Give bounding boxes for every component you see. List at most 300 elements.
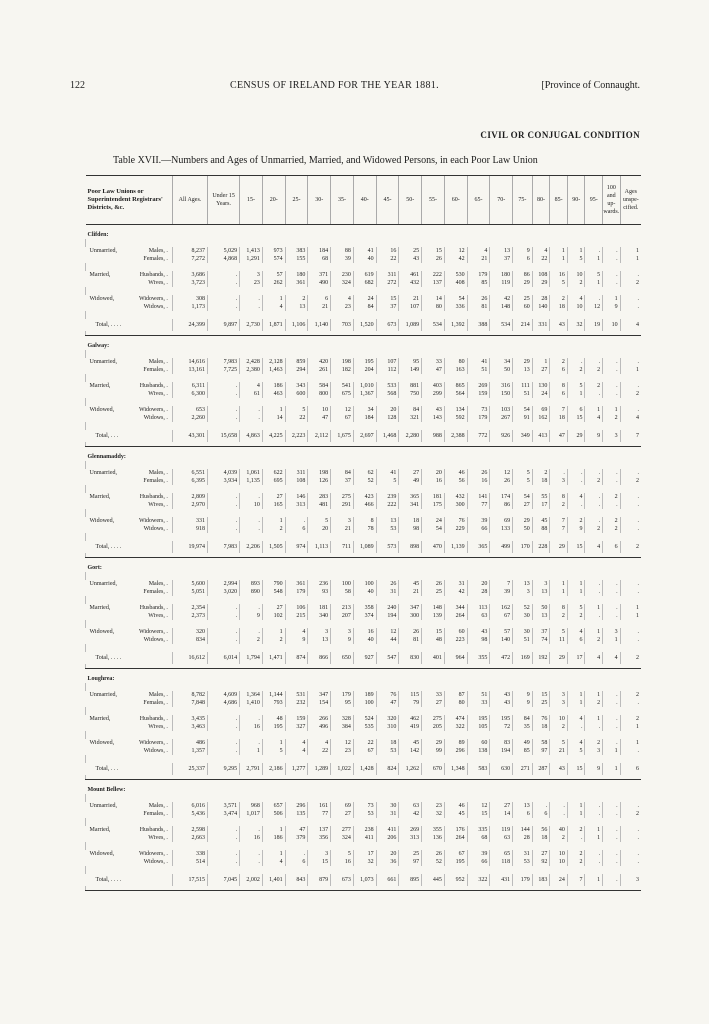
total-cell: 964: [444, 652, 467, 664]
table-cell: .: [240, 850, 263, 858]
row-group-label: [86, 295, 173, 303]
table-cell: 62: [353, 469, 376, 477]
table-cell: 1: [585, 255, 603, 263]
table-cell: 2: [603, 493, 621, 501]
page-number: 122: [70, 80, 85, 91]
table-cell: .: [208, 612, 240, 620]
table-cell: .: [620, 747, 641, 755]
total-cell: 10: [603, 319, 621, 331]
table-cell: 481: [308, 501, 331, 509]
running-title: CENSUS OF IRELAND FOR THE YEAR 1881.: [230, 80, 439, 91]
table-cell: 97: [399, 858, 422, 866]
table-cell: .: [603, 802, 621, 810]
table-cell: 13,161: [172, 366, 207, 374]
table-cell: 13: [376, 517, 399, 525]
table-cell: 27: [399, 469, 422, 477]
table-cell: 27: [532, 366, 550, 374]
row-sub-label: Females, .: [143, 478, 168, 484]
table-cell: 108: [285, 477, 308, 485]
row-sub-label: Widowers, .: [138, 518, 168, 524]
table-cell: 264: [444, 834, 467, 842]
table-cell: .: [603, 588, 621, 596]
section-name: Glennamaddy:: [87, 454, 126, 460]
table-cell: 300: [399, 612, 422, 620]
table-cell: 12: [467, 802, 490, 810]
table-cell: .: [620, 303, 641, 311]
table-cell: 15: [467, 810, 490, 818]
table-cell: 1: [603, 295, 621, 303]
table-cell: 66: [467, 525, 490, 533]
row-sub-label: Wives, .: [148, 835, 168, 841]
table-cell: 2: [550, 501, 568, 509]
row-group-label: [86, 858, 173, 866]
total-cell: 898: [399, 541, 422, 553]
table-cell: .: [620, 493, 641, 501]
table-cell: 695: [262, 477, 285, 485]
table-cell: 198: [308, 469, 331, 477]
table-cell: .: [603, 604, 621, 612]
table-cell: 1: [262, 295, 285, 303]
col-header-age: 80-: [532, 176, 550, 225]
table-cell: 1: [262, 406, 285, 414]
table-cell: 322: [444, 723, 467, 731]
table-cell: 8: [550, 493, 568, 501]
total-cell: 2,002: [240, 874, 263, 886]
row-group-label: [86, 358, 173, 366]
table-cell: .: [208, 747, 240, 755]
row-group-label-text: Widowed,: [89, 407, 115, 413]
table-cell: 6,016: [172, 802, 207, 810]
table-cell: .: [620, 636, 641, 644]
table-cell: 95: [331, 699, 354, 707]
table-cell: 37: [532, 628, 550, 636]
table-cell: 335: [467, 826, 490, 834]
table-cell: 18: [532, 477, 550, 485]
row-sub-label: Widows, .: [143, 304, 168, 310]
table-cell: 291: [331, 501, 354, 509]
table-cell: 313: [285, 501, 308, 509]
table-cell: 9: [603, 303, 621, 311]
table-cell: 338: [172, 850, 207, 858]
table-cell: .: [285, 517, 308, 525]
table-cell: 73: [353, 802, 376, 810]
table-cell: 16: [467, 477, 490, 485]
total-cell: 866: [308, 652, 331, 664]
table-cell: 7,983: [208, 358, 240, 366]
total-row: [86, 541, 642, 553]
table-cell: 574: [262, 255, 285, 263]
table-cell: 10: [308, 406, 331, 414]
table-cell: 1: [620, 247, 641, 255]
table-cell: 1: [567, 247, 585, 255]
table-cell: 27: [262, 604, 285, 612]
table-cell: .: [603, 826, 621, 834]
table-cell: 13: [490, 247, 513, 255]
table-cell: 7,848: [172, 699, 207, 707]
section-name: Galway:: [87, 343, 110, 349]
table-cell: 365: [399, 493, 422, 501]
table-cell: .: [603, 715, 621, 723]
table-cell: 23: [331, 303, 354, 311]
row-group-label: [86, 501, 173, 509]
table-cell: 45: [399, 580, 422, 588]
table-cell: .: [240, 739, 263, 747]
table-cell: 328: [331, 715, 354, 723]
total-cell: 4: [620, 319, 641, 331]
census-table: [85, 175, 641, 891]
row-sub-label: Males, .: [148, 470, 168, 476]
table-cell: 4,039: [208, 469, 240, 477]
table-cell: 6: [550, 390, 568, 398]
total-label: Total, . . .: [95, 433, 119, 439]
table-cell: 7: [550, 517, 568, 525]
spacer-cell: [86, 794, 642, 802]
table-row: [86, 723, 642, 731]
table-cell: .: [620, 358, 641, 366]
table-cell: 13: [513, 366, 533, 374]
table-cell: 4: [308, 739, 331, 747]
table-row: [86, 612, 642, 620]
row-sub-label: Husbands, .: [139, 716, 168, 722]
row-group-label-text: Unmarried,: [89, 248, 117, 254]
table-cell: 100: [331, 580, 354, 588]
row-group-label: [86, 826, 173, 834]
table-cell: 14,616: [172, 358, 207, 366]
table-cell: 63: [490, 834, 513, 842]
table-cell: 299: [422, 390, 445, 398]
col-header-all-ages: All Ages.: [172, 176, 207, 225]
table-cell: 5: [550, 279, 568, 287]
table-cell: .: [240, 493, 263, 501]
total-cell: 952: [444, 874, 467, 886]
total-cell: 322: [467, 874, 490, 886]
table-cell: 137: [422, 279, 445, 287]
total-cell: 2,791: [240, 763, 263, 775]
table-cell: 100: [353, 699, 376, 707]
table-cell: 5: [567, 747, 585, 755]
total-cell: 711: [331, 541, 354, 553]
total-row: [86, 430, 642, 442]
table-cell: .: [585, 247, 603, 255]
table-cell: 49: [399, 477, 422, 485]
table-cell: 6: [285, 858, 308, 866]
table-cell: 27: [513, 501, 533, 509]
table-cell: 206: [376, 834, 399, 842]
table-cell: 6,551: [172, 469, 207, 477]
table-cell: 1,061: [240, 469, 263, 477]
table-cell: 223: [444, 636, 467, 644]
spacer-row: [86, 263, 642, 271]
table-cell: .: [620, 501, 641, 509]
table-cell: 150: [490, 390, 513, 398]
row-group-label: [86, 390, 173, 398]
table-cell: 28: [513, 834, 533, 842]
total-cell: 19: [585, 319, 603, 331]
row-group-label-text: Widowed,: [89, 851, 115, 857]
spacer-row: [86, 818, 642, 826]
table-cell: 27: [422, 699, 445, 707]
table-cell: 1: [550, 247, 568, 255]
table-cell: 10: [550, 715, 568, 723]
table-cell: 141: [467, 493, 490, 501]
spacer-cell: [86, 239, 642, 247]
table-cell: 4: [567, 739, 585, 747]
row-sub-label: Wives, .: [148, 391, 168, 397]
table-cell: 42: [399, 810, 422, 818]
row-group-label: [86, 366, 173, 374]
row-group-label: [86, 493, 173, 501]
table-cell: 25: [532, 699, 550, 707]
table-cell: 10: [550, 858, 568, 866]
table-cell: 33: [467, 699, 490, 707]
table-cell: 27: [331, 810, 354, 818]
table-cell: 1: [567, 810, 585, 818]
section-header-row: [86, 225, 642, 240]
table-cell: 143: [422, 414, 445, 422]
table-cell: 9: [513, 691, 533, 699]
table-cell: 43: [422, 406, 445, 414]
table-cell: 41: [376, 469, 399, 477]
table-cell: .: [208, 501, 240, 509]
total-cell: 1,089: [399, 319, 422, 331]
table-row: [86, 501, 642, 509]
table-cell: 40: [353, 636, 376, 644]
table-cell: .: [240, 406, 263, 414]
table-cell: 294: [285, 366, 308, 374]
total-cell: 9: [585, 763, 603, 775]
table-cell: 204: [353, 366, 376, 374]
table-cell: .: [585, 850, 603, 858]
row-group-label-text: Married,: [89, 827, 111, 833]
table-cell: 12: [490, 469, 513, 477]
table-cell: 32: [422, 810, 445, 818]
total-cell: 388: [467, 319, 490, 331]
row-sub-label: Widows, .: [143, 415, 168, 421]
table-cell: 67: [353, 747, 376, 755]
row-sub-label: Widowers, .: [138, 629, 168, 635]
col-header-age: 85-: [550, 176, 568, 225]
table-cell: 31: [376, 810, 399, 818]
col-header-age: 25-: [285, 176, 308, 225]
table-cell: 4: [585, 414, 603, 422]
row-sub-label: Widows, .: [143, 859, 168, 865]
row-group-label-text: Married,: [89, 605, 111, 611]
table-cell: 2: [567, 826, 585, 834]
total-cell: 6: [603, 541, 621, 553]
total-cell: 1,106: [285, 319, 308, 331]
table-cell: 2: [262, 636, 285, 644]
table-cell: 28: [532, 295, 550, 303]
total-cell: 1,392: [444, 319, 467, 331]
table-cell: 73: [467, 406, 490, 414]
table-cell: 57: [262, 271, 285, 279]
table-cell: 462: [399, 715, 422, 723]
table-cell: .: [603, 699, 621, 707]
spacer-cell: [86, 509, 642, 517]
total-cell: 1,471: [262, 652, 285, 664]
table-cell: 2: [603, 414, 621, 422]
table-cell: 9: [513, 699, 533, 707]
table-cell: 1: [585, 834, 603, 842]
total-cell: 7: [567, 874, 585, 886]
total-cell: 703: [331, 319, 354, 331]
total-cell: 1,113: [308, 541, 331, 553]
table-cell: 530: [444, 271, 467, 279]
table-cell: 58: [331, 588, 354, 596]
table-cell: .: [620, 850, 641, 858]
table-cell: 4: [620, 414, 641, 422]
spacer-row: [86, 886, 642, 891]
table-cell: 5: [513, 469, 533, 477]
total-cell: 349: [513, 430, 533, 442]
table-cell: 47: [422, 366, 445, 374]
spacer-cell: [86, 596, 642, 604]
total-row: [86, 319, 642, 331]
total-cell: 16,612: [172, 652, 207, 664]
table-cell: 195: [353, 358, 376, 366]
table-cell: 39: [467, 850, 490, 858]
row-group-label: [86, 636, 173, 644]
col-header-district: Poor Law Unions or Superintendent Registrars' Districts, &c.: [86, 176, 173, 225]
col-header-age: 50-: [399, 176, 422, 225]
table-cell: 6: [550, 366, 568, 374]
table-cell: 21: [308, 303, 331, 311]
table-cell: 1: [567, 802, 585, 810]
table-cell: 18: [550, 414, 568, 422]
total-cell: 4,863: [240, 430, 263, 442]
table-cell: 320: [376, 715, 399, 723]
table-cell: 133: [490, 525, 513, 533]
row-sub-label: Females, .: [143, 256, 168, 262]
table-cell: 865: [444, 382, 467, 390]
table-cell: 9: [567, 525, 585, 533]
table-cell: 533: [376, 382, 399, 390]
table-cell: 4,609: [208, 691, 240, 699]
table-cell: 84: [353, 303, 376, 311]
section-header-row: [86, 447, 642, 462]
row-sub-label: Males, .: [148, 581, 168, 587]
table-cell: 548: [262, 588, 285, 596]
total-cell: 9,295: [208, 763, 240, 775]
table-cell: .: [240, 826, 263, 834]
table-cell: 7,725: [208, 366, 240, 374]
total-cell: 650: [331, 652, 354, 664]
spacer-cell: [86, 755, 642, 763]
table-cell: 3: [240, 271, 263, 279]
table-cell: 128: [376, 414, 399, 422]
table-cell: 403: [422, 382, 445, 390]
table-cell: 22: [308, 747, 331, 755]
col-header-age: 75-: [513, 176, 533, 225]
table-cell: 1,364: [240, 691, 263, 699]
table-cell: 6,311: [172, 382, 207, 390]
table-row: [86, 477, 642, 485]
spacer-cell: [86, 818, 642, 826]
table-cell: 383: [285, 247, 308, 255]
table-cell: 5: [308, 517, 331, 525]
table-cell: 2: [550, 723, 568, 731]
total-cell: 43: [550, 319, 568, 331]
table-cell: .: [240, 628, 263, 636]
table-cell: .: [208, 636, 240, 644]
table-cell: .: [603, 358, 621, 366]
table-cell: 148: [490, 303, 513, 311]
total-cell: 29: [550, 652, 568, 664]
table-cell: 45: [444, 810, 467, 818]
table-cell: 10: [567, 303, 585, 311]
table-cell: .: [567, 477, 585, 485]
table-cell: 490: [308, 279, 331, 287]
spacer-cell: [86, 263, 642, 271]
table-cell: 600: [285, 390, 308, 398]
table-cell: 622: [262, 469, 285, 477]
row-group-label-text: Widowed,: [89, 518, 115, 524]
spacer-row: [86, 398, 642, 406]
row-group-label: [86, 739, 173, 747]
table-row: [86, 850, 642, 858]
total-cell: 2,223: [285, 430, 308, 442]
table-row: [86, 691, 642, 699]
total-cell: 401: [422, 652, 445, 664]
spacer-row: [86, 842, 642, 850]
table-cell: 324: [331, 834, 354, 842]
row-sub-label: Females, .: [143, 589, 168, 595]
table-cell: 4: [331, 295, 354, 303]
table-cell: .: [620, 858, 641, 866]
total-cell: 661: [376, 874, 399, 886]
row-group-label: [86, 723, 173, 731]
total-cell: 1,289: [308, 763, 331, 775]
row-group-label: [86, 525, 173, 533]
col-header-under-15: Under 15 Years.: [208, 176, 240, 225]
total-cell: 15: [567, 763, 585, 775]
row-group-label: [86, 612, 173, 620]
table-cell: 80: [444, 358, 467, 366]
row-group-label: [86, 691, 173, 699]
total-cell: 15: [567, 541, 585, 553]
table-cell: 50: [532, 604, 550, 612]
table-cell: 4: [262, 303, 285, 311]
total-cell: 1,428: [353, 763, 376, 775]
row-sub-label: Widowers, .: [138, 407, 168, 413]
table-cell: 5: [285, 406, 308, 414]
table-cell: 2: [620, 810, 641, 818]
table-cell: 1: [620, 612, 641, 620]
table-cell: 514: [172, 858, 207, 866]
total-cell: 32: [567, 319, 585, 331]
province-label: [Province of Connaught.: [541, 80, 640, 91]
table-cell: 466: [353, 501, 376, 509]
table-cell: 2: [240, 636, 263, 644]
table-cell: 1: [532, 358, 550, 366]
table-cell: 2: [585, 477, 603, 485]
table-cell: 419: [399, 723, 422, 731]
table-cell: 1,367: [353, 390, 376, 398]
table-row: [86, 366, 642, 374]
row-sub-label: Males, .: [148, 803, 168, 809]
table-cell: 24: [422, 517, 445, 525]
table-cell: 1: [550, 255, 568, 263]
table-cell: .: [603, 382, 621, 390]
row-group-label: [86, 850, 173, 858]
table-cell: 52: [422, 858, 445, 866]
table-cell: 3,686: [172, 271, 207, 279]
table-cell: 4: [567, 628, 585, 636]
table-cell: 2: [550, 358, 568, 366]
spacer-row: [86, 287, 642, 295]
table-cell: 32: [353, 858, 376, 866]
row-group-label: [86, 699, 173, 707]
